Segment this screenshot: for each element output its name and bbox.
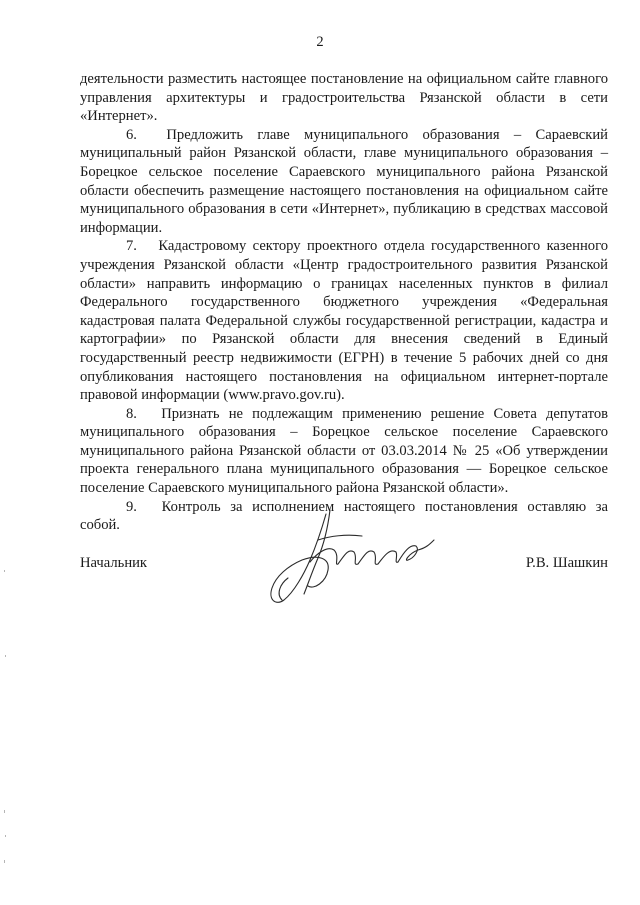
paragraph-number: 9. — [126, 498, 137, 515]
scan-margin-marks — [2, 560, 10, 890]
paragraph-text: Контроль за исполнением настоящего постановления оставляю за собой. — [80, 498, 608, 534]
paragraph-7 — [80, 237, 608, 404]
signer-name: Р.В. Шашкин — [525, 555, 608, 571]
paragraph-number: 6. — [126, 126, 137, 143]
signature-block — [80, 555, 608, 579]
signer-title: Начальник — [80, 555, 148, 571]
page-number: 2 — [316, 34, 324, 50]
paragraph-continuation — [80, 70, 608, 126]
paragraph-number: 8. — [126, 405, 137, 422]
paragraph-8 — [80, 405, 608, 498]
paragraph-text: Кадастровому сектору проектного отдела государственного казенного учреждения Рязанской области «Центр градостроительного развития Рязанской области» направить информацию о границах населенных пунктов в филиал Федерального государственного бюджетного учреждения «Федеральная кадастровая палата Федеральной службы государственной регистрации, кадастра и картографии» по Рязанской области для внесения сведений в Единый государственный реестр недвижимости (ЕГРН) в течение 5 рабочих дней со дня опубликования настоящего постановления на официальном интернет-портале правовой информации (www.pravo.gov.ru). — [80, 238, 608, 404]
paragraph-text: Предложить главе муниципального образования – Сараевский муниципальный район Рязанской области, главе муниципального образования – Борецкое сельское поселение Сараевского муниципального района Рязанской области обеспечить размещение настоящего постановления на официальном сайте муниципального образования в сети «Интернет», публикацию в средствах массовой информации. — [80, 126, 608, 236]
paragraph-6 — [80, 126, 608, 238]
document-body — [80, 70, 608, 535]
paragraph-number: 7. — [126, 238, 137, 255]
paragraph-text: Признать не подлежащим применению решение Совета депутатов муниципального образования – Борецкое сельское поселение Сараевского муниципального района Рязанской области от 03.03.2014 № 25 «Об утверждении проекта генерального плана муниципального образования — Борецкое сельское поселение Сараевского муниципального района Рязанской области». — [80, 405, 609, 497]
paragraph-text: деятельности разместить настоящее постановление на официальном сайте главного управления архитектуры и градостроительства Рязанской области в сети «Интернет». — [80, 71, 608, 125]
